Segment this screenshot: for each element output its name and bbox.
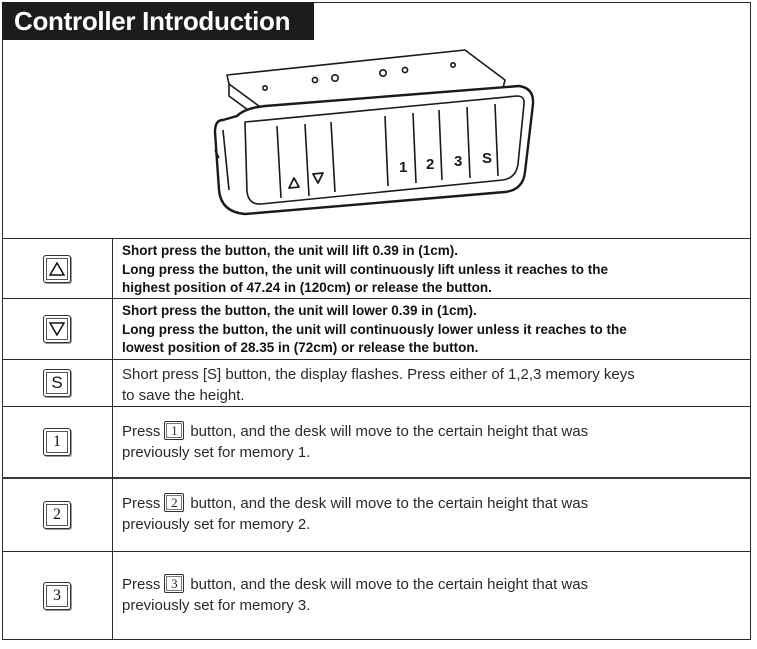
s-key-label: S (51, 373, 63, 392)
inline-memory-2-key (164, 493, 184, 512)
down-key (43, 315, 71, 343)
description-line: lowest position of 28.35 in (72cm) or release the button. (122, 340, 479, 355)
key-cell-s (2, 360, 112, 406)
memory-2-description (122, 493, 742, 535)
memory-1-description (122, 421, 742, 463)
memory-3-key-label: 3 (53, 587, 61, 604)
inline-key-label: 1 (171, 422, 178, 438)
table-divider (2, 477, 751, 479)
illustration-key-3: 3 (454, 153, 463, 170)
inline-memory-3-key (164, 574, 184, 593)
description-line: Long press the button, the unit will continuously lower unless it reaches to the (122, 321, 627, 337)
table-divider (2, 298, 751, 299)
table-divider (2, 406, 751, 407)
description-line (122, 493, 742, 514)
up-description (122, 242, 742, 298)
illustration-key-2: 2 (426, 156, 435, 173)
key-cell-3 (2, 552, 112, 640)
description-line: to save the height. (122, 387, 245, 404)
description-line (122, 421, 742, 442)
illustration-key-s: S (482, 150, 493, 167)
inline-key-label: 2 (171, 494, 178, 510)
action-text: button, and the desk will move to the certain height that was (190, 495, 589, 512)
key-cell-up (2, 239, 112, 298)
action-text: button, and the desk will move to the certain height that was (190, 576, 589, 593)
description-line: previously set for memory 3. (122, 597, 311, 614)
key-cell-down (2, 299, 112, 359)
memory-3-key (43, 582, 71, 610)
down-description (122, 302, 742, 358)
illustration-key-1: 1 (399, 159, 408, 176)
s-key (43, 369, 71, 397)
inline-memory-1-key (164, 421, 184, 440)
table-column-divider (112, 238, 113, 640)
triangle-up-icon (49, 262, 65, 276)
memory-3-description (122, 574, 742, 616)
memory-2-key-label: 2 (53, 506, 61, 523)
description-line: Short press the button, the unit will lower 0.39 in (1cm). (122, 303, 477, 318)
memory-2-key (43, 501, 71, 529)
inline-key-label: 3 (171, 575, 178, 591)
controller-illustration (205, 40, 545, 230)
description-line: previously set for memory 1. (122, 444, 311, 461)
memory-1-key-label: 1 (53, 433, 61, 450)
press-text: Press (122, 423, 161, 440)
table-divider (2, 551, 751, 552)
triangle-down-icon (49, 322, 65, 336)
description-line: previously set for memory 2. (122, 516, 311, 533)
description-line: Short press the button, the unit will lift 0.39 in (1cm). (122, 243, 459, 258)
description-line (122, 574, 742, 595)
press-text: Press (122, 495, 161, 512)
description-line: Short press [S] button, the display flashes. Press either of 1,2,3 memory keys (122, 366, 635, 383)
action-text: button, and the desk will move to the certain height that was (190, 423, 589, 440)
description-line: highest position of 47.24 in (120cm) or release the button. (122, 280, 492, 295)
table-divider (2, 238, 751, 239)
description-line: Long press the button, the unit will continuously lift unless it reaches to the (122, 261, 609, 277)
memory-1-key (43, 428, 71, 456)
table-divider (2, 359, 751, 360)
press-text: Press (122, 576, 161, 593)
key-cell-2 (2, 479, 112, 551)
s-description (122, 364, 742, 406)
page-title: Controller Introduction (2, 2, 314, 40)
up-key (43, 255, 71, 283)
key-cell-1 (2, 407, 112, 477)
